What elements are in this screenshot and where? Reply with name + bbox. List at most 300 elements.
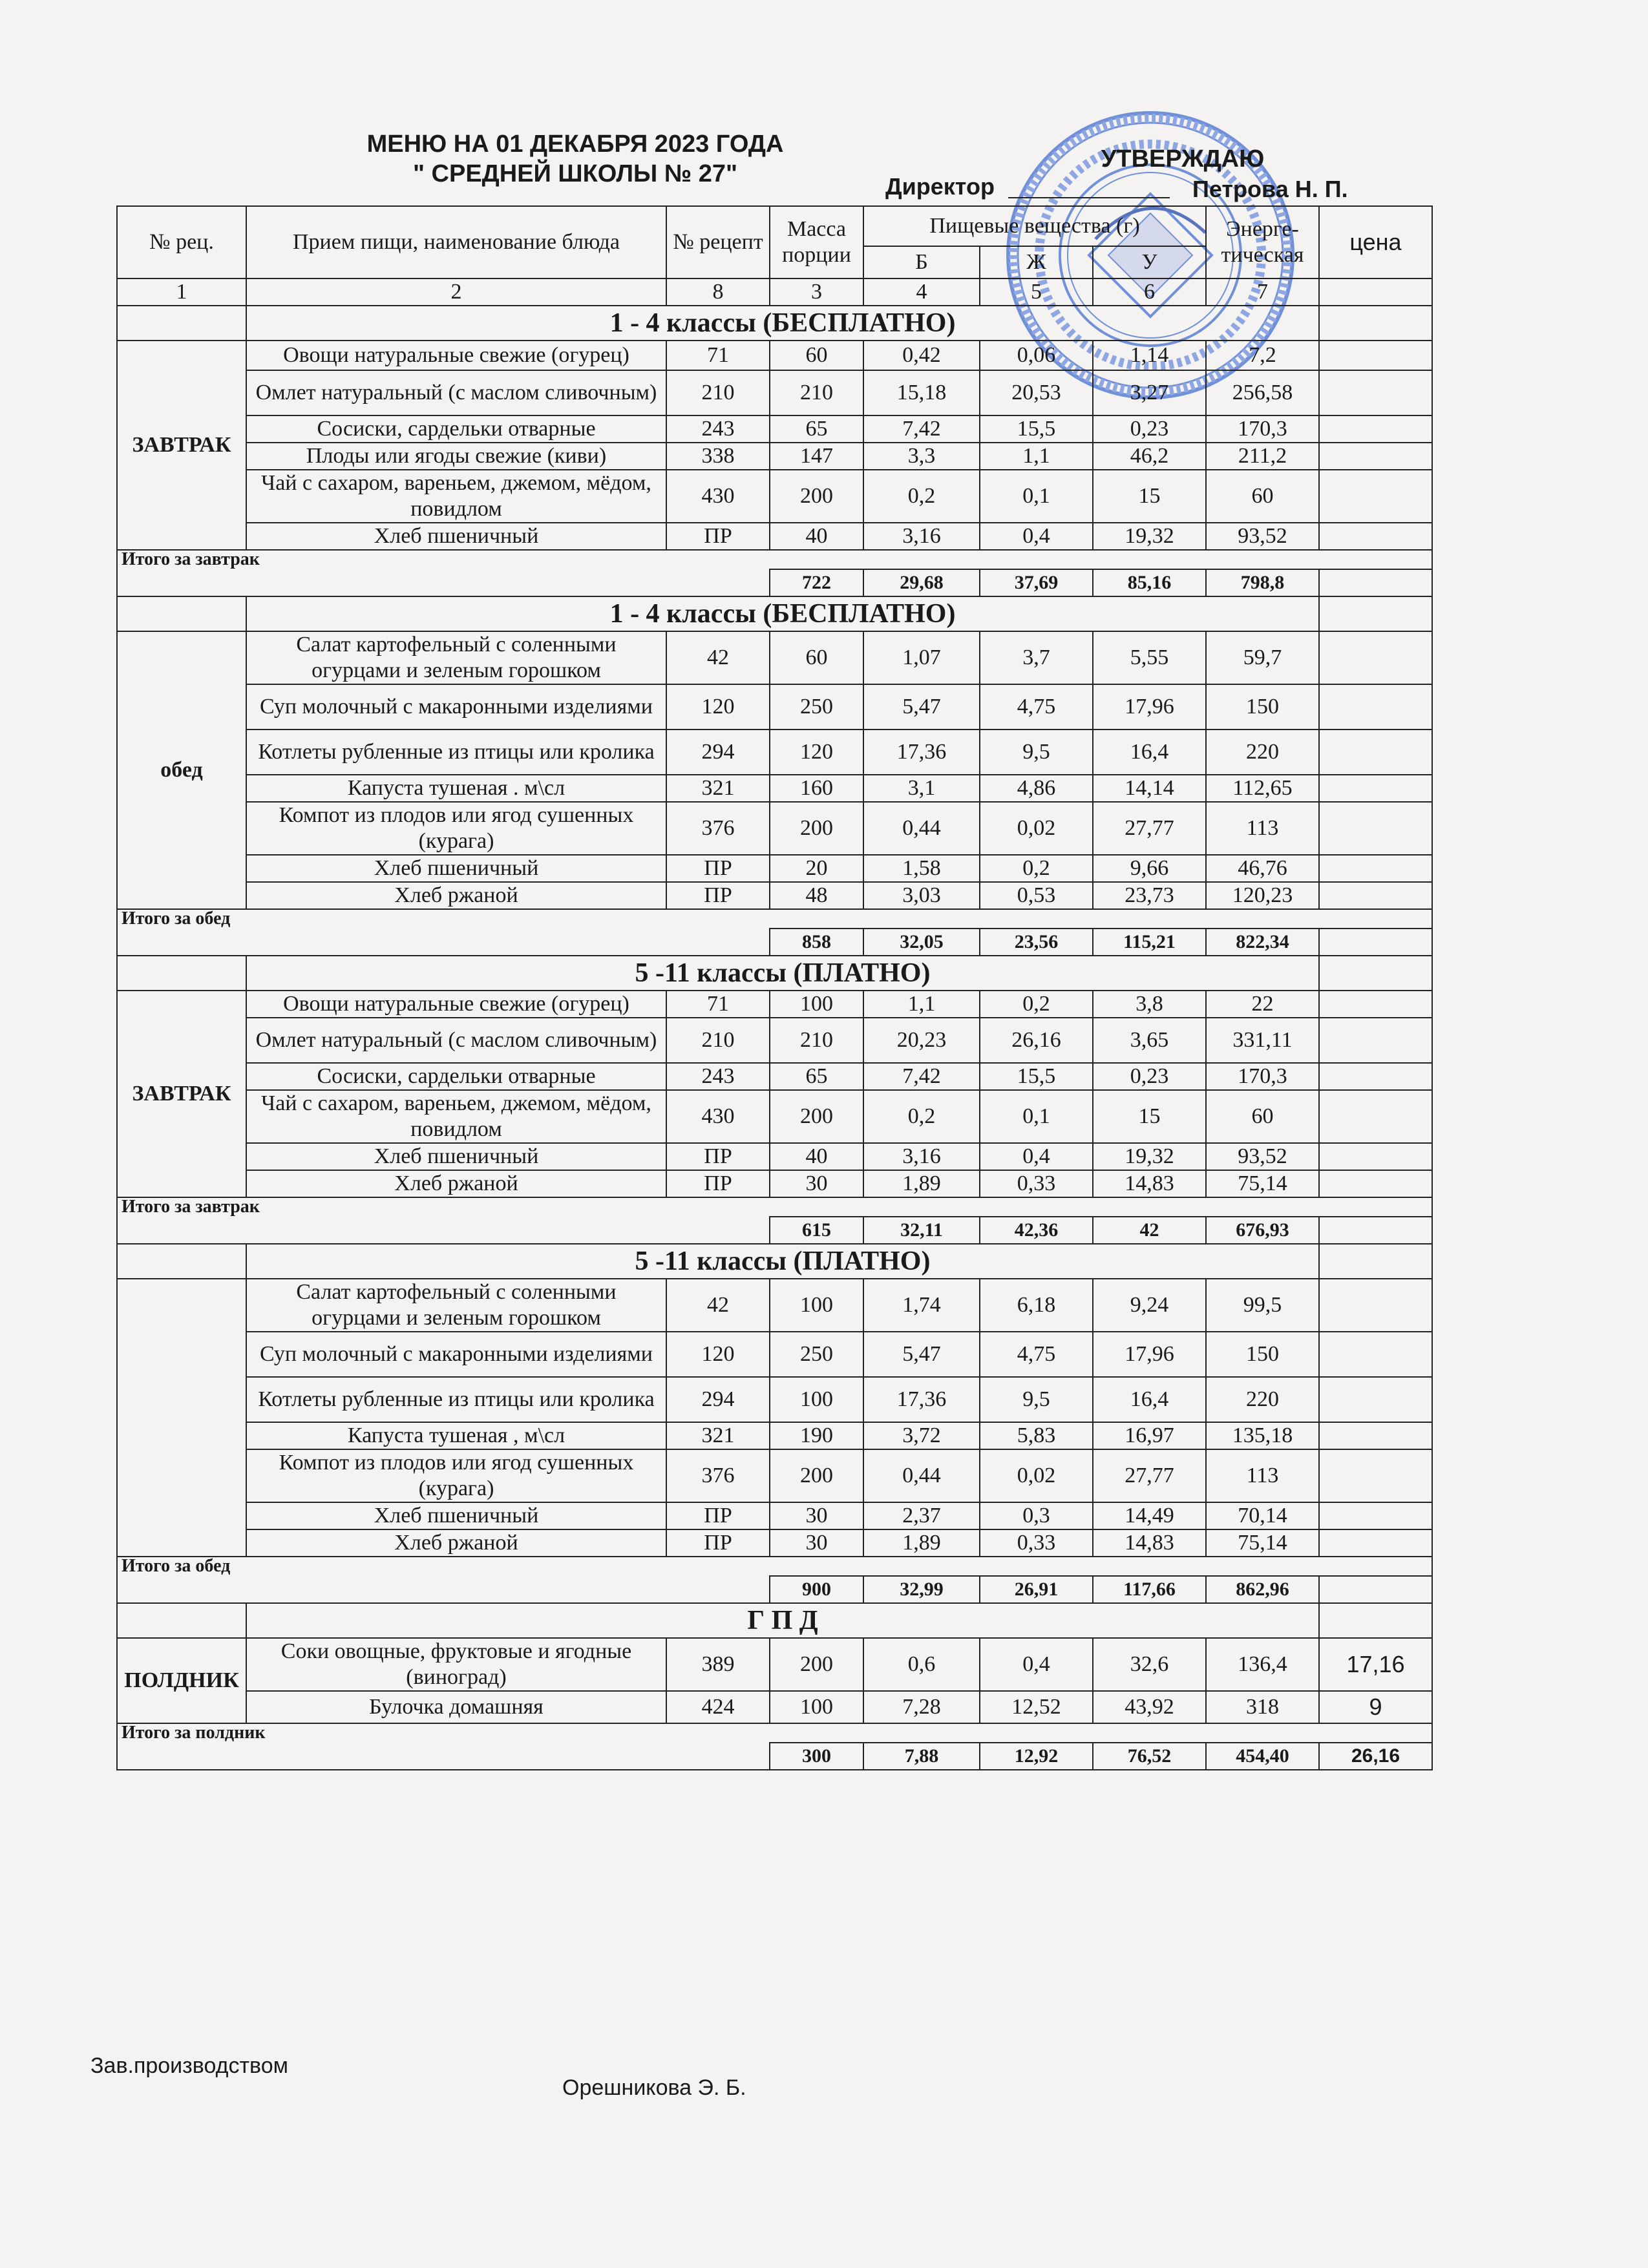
dish-name-cell: Чай с сахаром, вареньем, джемом, мёдом, повидлом xyxy=(246,1090,666,1143)
total-carbs-cell: 117,66 xyxy=(1093,1576,1206,1603)
production-manager-label: Зав.производством xyxy=(90,2053,288,2078)
total-price-cell xyxy=(1319,1217,1432,1244)
carbs-cell: 14,83 xyxy=(1093,1529,1206,1557)
fat-cell: 9,5 xyxy=(980,730,1093,775)
dish-name-cell: Хлеб пшеничный xyxy=(246,855,666,882)
dish-name-cell: Соки овощные, фруктовые и ягодные (виноград) xyxy=(246,1638,666,1691)
fat-cell: 15,5 xyxy=(980,1063,1093,1090)
total-price-cell: 26,16 xyxy=(1319,1743,1432,1770)
dish-row xyxy=(117,882,1432,909)
protein-cell: 1,89 xyxy=(863,1529,980,1557)
price-cell xyxy=(1319,802,1432,855)
price-cell xyxy=(1319,631,1432,684)
director-label: Директор xyxy=(885,173,995,200)
price-cell xyxy=(1319,991,1432,1018)
price-cell xyxy=(1319,1170,1432,1197)
fat-cell: 20,53 xyxy=(980,370,1093,415)
approve-label: УТВЕРЖДАЮ xyxy=(1101,145,1265,173)
carbs-cell: 14,49 xyxy=(1093,1502,1206,1529)
dish-name-cell: Овощи натуральные свежие (огурец) xyxy=(246,341,666,370)
recipe-number-cell: 321 xyxy=(666,1422,770,1449)
portion-mass-cell: 147 xyxy=(770,443,863,470)
portion-mass-cell: 210 xyxy=(770,1018,863,1063)
price-cell xyxy=(1319,1422,1432,1449)
fat-cell: 0,02 xyxy=(980,802,1093,855)
recipe-number-cell: 42 xyxy=(666,1279,770,1332)
price-cell xyxy=(1319,1332,1432,1377)
dish-name-cell: Хлеб ржаной xyxy=(246,1170,666,1197)
meal-name: ЗАВТРАК xyxy=(117,341,246,550)
recipe-number-cell: 243 xyxy=(666,1063,770,1090)
price-cell xyxy=(1319,1279,1432,1332)
section-meal-gap xyxy=(117,306,246,341)
dish-row xyxy=(117,1143,1432,1170)
total-fat-cell: 23,56 xyxy=(980,929,1093,956)
col-number-2: 2 xyxy=(246,278,666,306)
carbs-cell: 19,32 xyxy=(1093,523,1206,550)
section-price-gap xyxy=(1319,306,1432,341)
section-title: 1 - 4 классы (БЕСПЛАТНО) xyxy=(246,596,1319,631)
fat-cell: 9,5 xyxy=(980,1377,1093,1422)
total-protein-cell: 32,11 xyxy=(863,1217,980,1244)
total-label-row xyxy=(117,1723,1432,1743)
recipe-number-cell: ПР xyxy=(666,1502,770,1529)
energy-cell: 59,7 xyxy=(1206,631,1319,684)
section-header xyxy=(117,956,1432,991)
price-cell xyxy=(1319,882,1432,909)
energy-cell: 120,23 xyxy=(1206,882,1319,909)
dish-name-cell: Сосиски, сардельки отварные xyxy=(246,1063,666,1090)
fat-cell: 6,18 xyxy=(980,1279,1093,1332)
fat-cell: 0,33 xyxy=(980,1170,1093,1197)
dish-row xyxy=(117,802,1432,855)
portion-mass-cell: 250 xyxy=(770,684,863,730)
carbs-cell: 9,24 xyxy=(1093,1279,1206,1332)
energy-cell: 170,3 xyxy=(1206,1063,1319,1090)
title-line-1: МЕНЮ НА 01 ДЕКАБРЯ 2023 ГОДА xyxy=(366,131,784,158)
dish-row xyxy=(117,1691,1432,1723)
col-mass-header: Масса порции xyxy=(770,206,863,278)
portion-mass-cell: 200 xyxy=(770,1638,863,1691)
fat-cell: 15,5 xyxy=(980,415,1093,443)
director-name: Петрова Н. П. xyxy=(1192,176,1348,202)
menu-body xyxy=(117,306,1432,1770)
protein-cell: 5,47 xyxy=(863,1332,980,1377)
total-carbs-cell: 42 xyxy=(1093,1217,1206,1244)
protein-cell: 15,18 xyxy=(863,370,980,415)
fat-cell: 12,52 xyxy=(980,1691,1093,1723)
energy-cell: 70,14 xyxy=(1206,1502,1319,1529)
col-price-header: цена xyxy=(1319,206,1432,278)
portion-mass-cell: 250 xyxy=(770,1332,863,1377)
dish-row xyxy=(117,1529,1432,1557)
total-fat-cell: 42,36 xyxy=(980,1217,1093,1244)
price-cell xyxy=(1319,1529,1432,1557)
energy-cell: 93,52 xyxy=(1206,523,1319,550)
price-cell xyxy=(1319,470,1432,523)
carbs-cell: 46,2 xyxy=(1093,443,1206,470)
portion-mass-cell: 100 xyxy=(770,1377,863,1422)
price-cell xyxy=(1319,775,1432,802)
recipe-number-cell: ПР xyxy=(666,1529,770,1557)
portion-mass-cell: 30 xyxy=(770,1502,863,1529)
total-mass-cell: 900 xyxy=(770,1576,863,1603)
price-cell xyxy=(1319,1449,1432,1502)
section-header xyxy=(117,1244,1432,1279)
carbs-cell: 1,14 xyxy=(1093,341,1206,370)
dish-name-cell: Чай с сахаром, вареньем, джемом, мёдом, повидлом xyxy=(246,470,666,523)
portion-mass-cell: 200 xyxy=(770,470,863,523)
production-manager-name: Орешникова Э. Б. xyxy=(562,2075,746,2100)
total-label-row xyxy=(117,550,1432,569)
total-protein-cell: 32,99 xyxy=(863,1576,980,1603)
price-cell xyxy=(1319,415,1432,443)
total-label: Итого за завтрак xyxy=(117,1197,1432,1217)
document-title xyxy=(284,129,866,189)
dish-row xyxy=(117,470,1432,523)
fat-cell: 5,83 xyxy=(980,1422,1093,1449)
price-cell xyxy=(1319,1018,1432,1063)
dish-row xyxy=(117,415,1432,443)
total-carbs-cell: 115,21 xyxy=(1093,929,1206,956)
total-fat-cell: 37,69 xyxy=(980,569,1093,596)
price-cell: 17,16 xyxy=(1319,1638,1432,1691)
protein-cell: 1,58 xyxy=(863,855,980,882)
dish-row xyxy=(117,443,1432,470)
protein-cell: 0,44 xyxy=(863,802,980,855)
total-fat-cell: 26,91 xyxy=(980,1576,1093,1603)
fat-cell: 0,02 xyxy=(980,1449,1093,1502)
portion-mass-cell: 160 xyxy=(770,775,863,802)
energy-cell: 136,4 xyxy=(1206,1638,1319,1691)
energy-cell: 220 xyxy=(1206,1377,1319,1422)
protein-cell: 17,36 xyxy=(863,730,980,775)
price-cell xyxy=(1319,684,1432,730)
menu-table xyxy=(116,205,1433,1770)
energy-cell: 113 xyxy=(1206,1449,1319,1502)
col-u-header: У xyxy=(1093,246,1206,278)
col-energy-header: Энерге-тическая xyxy=(1206,206,1319,278)
total-values-row xyxy=(117,1576,1432,1603)
fat-cell: 26,16 xyxy=(980,1018,1093,1063)
dish-name-cell: Хлеб ржаной xyxy=(246,882,666,909)
recipe-number-cell: ПР xyxy=(666,855,770,882)
fat-cell: 0,1 xyxy=(980,470,1093,523)
signature-line xyxy=(1008,197,1170,198)
total-values-row xyxy=(117,1217,1432,1244)
section-price-gap xyxy=(1319,1244,1432,1279)
portion-mass-cell: 30 xyxy=(770,1170,863,1197)
price-cell xyxy=(1319,341,1432,370)
dish-name-cell: Салат картофельный с соленными огурцами и зеленым горошком xyxy=(246,1279,666,1332)
total-price-cell xyxy=(1319,929,1432,956)
protein-cell: 3,3 xyxy=(863,443,980,470)
fat-cell: 0,53 xyxy=(980,882,1093,909)
col-meal-name-header: Прием пищи, наименование блюда xyxy=(246,206,666,278)
recipe-number-cell: 210 xyxy=(666,1018,770,1063)
col-number-8: 8 xyxy=(666,278,770,306)
total-price-cell xyxy=(1319,569,1432,596)
energy-cell: 211,2 xyxy=(1206,443,1319,470)
carbs-cell: 19,32 xyxy=(1093,1143,1206,1170)
recipe-number-cell: 243 xyxy=(666,415,770,443)
price-cell: 9 xyxy=(1319,1691,1432,1723)
protein-cell: 0,6 xyxy=(863,1638,980,1691)
carbs-cell: 14,14 xyxy=(1093,775,1206,802)
fat-cell: 0,3 xyxy=(980,1502,1093,1529)
dish-row xyxy=(117,1090,1432,1143)
col-zh-header: Ж xyxy=(980,246,1093,278)
energy-cell: 7,2 xyxy=(1206,341,1319,370)
fat-cell: 0,4 xyxy=(980,1143,1093,1170)
total-label-row xyxy=(117,909,1432,929)
recipe-number-cell: 294 xyxy=(666,730,770,775)
carbs-cell: 27,77 xyxy=(1093,802,1206,855)
dish-name-cell: Котлеты рубленные из птицы или кролика xyxy=(246,1377,666,1422)
energy-cell: 22 xyxy=(1206,991,1319,1018)
meal-name: ПОЛДНИК xyxy=(117,1638,246,1723)
energy-cell: 75,14 xyxy=(1206,1170,1319,1197)
dish-row xyxy=(117,855,1432,882)
recipe-number-cell: 376 xyxy=(666,1449,770,1502)
price-cell xyxy=(1319,1502,1432,1529)
section-price-gap xyxy=(1319,956,1432,991)
fat-cell: 0,06 xyxy=(980,341,1093,370)
total-protein-cell: 7,88 xyxy=(863,1743,980,1770)
total-protein-cell: 32,05 xyxy=(863,929,980,956)
recipe-number-cell: 42 xyxy=(666,631,770,684)
energy-cell: 256,58 xyxy=(1206,370,1319,415)
energy-cell: 60 xyxy=(1206,470,1319,523)
recipe-number-cell: 294 xyxy=(666,1377,770,1422)
total-label: Итого за обед xyxy=(117,909,1432,929)
meal-name xyxy=(117,1279,246,1557)
carbs-cell: 16,97 xyxy=(1093,1422,1206,1449)
fat-cell: 1,1 xyxy=(980,443,1093,470)
total-carbs-cell: 85,16 xyxy=(1093,569,1206,596)
protein-cell: 0,2 xyxy=(863,470,980,523)
fat-cell: 4,86 xyxy=(980,775,1093,802)
carbs-cell: 9,66 xyxy=(1093,855,1206,882)
total-mass-cell: 300 xyxy=(770,1743,863,1770)
protein-cell: 2,37 xyxy=(863,1502,980,1529)
total-blank xyxy=(117,569,770,596)
dish-row xyxy=(117,370,1432,415)
dish-row xyxy=(117,730,1432,775)
price-cell xyxy=(1319,1377,1432,1422)
section-title: 5 -11 классы (ПЛАТНО) xyxy=(246,956,1319,991)
price-cell xyxy=(1319,443,1432,470)
dish-name-cell: Хлеб пшеничный xyxy=(246,1143,666,1170)
carbs-cell: 27,77 xyxy=(1093,1449,1206,1502)
dish-row xyxy=(117,341,1432,370)
dish-name-cell: Котлеты рубленные из птицы или кролика xyxy=(246,730,666,775)
meal-name: ЗАВТРАК xyxy=(117,991,246,1197)
energy-cell: 150 xyxy=(1206,1332,1319,1377)
dish-name-cell: Капуста тушеная , м\сл xyxy=(246,1422,666,1449)
energy-cell: 331,11 xyxy=(1206,1018,1319,1063)
protein-cell: 3,1 xyxy=(863,775,980,802)
dish-row xyxy=(117,1638,1432,1691)
col-number-5: 5 xyxy=(980,278,1093,306)
portion-mass-cell: 100 xyxy=(770,1691,863,1723)
recipe-number-cell: 71 xyxy=(666,991,770,1018)
portion-mass-cell: 200 xyxy=(770,1090,863,1143)
dish-row xyxy=(117,1449,1432,1502)
portion-mass-cell: 60 xyxy=(770,631,863,684)
recipe-number-cell: 120 xyxy=(666,1332,770,1377)
total-fat-cell: 12,92 xyxy=(980,1743,1093,1770)
protein-cell: 3,72 xyxy=(863,1422,980,1449)
energy-cell: 220 xyxy=(1206,730,1319,775)
portion-mass-cell: 200 xyxy=(770,1449,863,1502)
total-mass-cell: 722 xyxy=(770,569,863,596)
portion-mass-cell: 60 xyxy=(770,341,863,370)
protein-cell: 7,28 xyxy=(863,1691,980,1723)
fat-cell: 0,33 xyxy=(980,1529,1093,1557)
dish-name-cell: Омлет натуральный (с маслом сливочным) xyxy=(246,370,666,415)
total-values-row xyxy=(117,929,1432,956)
dish-row xyxy=(117,1279,1432,1332)
recipe-number-cell: 338 xyxy=(666,443,770,470)
section-meal-gap xyxy=(117,596,246,631)
portion-mass-cell: 65 xyxy=(770,415,863,443)
protein-cell: 1,07 xyxy=(863,631,980,684)
carbs-cell: 14,83 xyxy=(1093,1170,1206,1197)
energy-cell: 170,3 xyxy=(1206,415,1319,443)
carbs-cell: 15 xyxy=(1093,470,1206,523)
portion-mass-cell: 190 xyxy=(770,1422,863,1449)
price-cell xyxy=(1319,730,1432,775)
protein-cell: 3,16 xyxy=(863,1143,980,1170)
portion-mass-cell: 40 xyxy=(770,1143,863,1170)
section-header xyxy=(117,1603,1432,1638)
col-number-3: 3 xyxy=(770,278,863,306)
col-nutrients-header: Пищевые вещества (г) xyxy=(863,206,1206,246)
total-energy-cell: 822,34 xyxy=(1206,929,1319,956)
energy-cell: 318 xyxy=(1206,1691,1319,1723)
total-label: Итого за завтрак xyxy=(117,550,1432,569)
carbs-cell: 17,96 xyxy=(1093,1332,1206,1377)
total-label-row xyxy=(117,1557,1432,1576)
total-carbs-cell: 76,52 xyxy=(1093,1743,1206,1770)
carbs-cell: 23,73 xyxy=(1093,882,1206,909)
dish-name-cell: Хлеб пшеничный xyxy=(246,1502,666,1529)
section-price-gap xyxy=(1319,1603,1432,1638)
dish-name-cell: Хлеб пшеничный xyxy=(246,523,666,550)
total-energy-cell: 676,93 xyxy=(1206,1217,1319,1244)
dish-name-cell: Компот из плодов или ягод сушенных (курага) xyxy=(246,802,666,855)
portion-mass-cell: 40 xyxy=(770,523,863,550)
energy-cell: 99,5 xyxy=(1206,1279,1319,1332)
section-header xyxy=(117,596,1432,631)
dish-name-cell: Булочка домашняя xyxy=(246,1691,666,1723)
protein-cell: 0,42 xyxy=(863,341,980,370)
fat-cell: 0,2 xyxy=(980,855,1093,882)
dish-row xyxy=(117,1377,1432,1422)
section-meal-gap xyxy=(117,956,246,991)
protein-cell: 1,74 xyxy=(863,1279,980,1332)
section-title: 1 - 4 классы (БЕСПЛАТНО) xyxy=(246,306,1319,341)
dish-name-cell: Хлеб ржаной xyxy=(246,1529,666,1557)
carbs-cell: 17,96 xyxy=(1093,684,1206,730)
carbs-cell: 0,23 xyxy=(1093,415,1206,443)
recipe-number-cell: 424 xyxy=(666,1691,770,1723)
dish-row xyxy=(117,523,1432,550)
dish-row xyxy=(117,1170,1432,1197)
total-energy-cell: 454,40 xyxy=(1206,1743,1319,1770)
section-title: 5 -11 классы (ПЛАТНО) xyxy=(246,1244,1319,1279)
dish-row xyxy=(117,1422,1432,1449)
carbs-cell: 5,55 xyxy=(1093,631,1206,684)
col-rec-no-header: № рец. xyxy=(117,206,246,278)
energy-cell: 113 xyxy=(1206,802,1319,855)
dish-name-cell: Суп молочный с макаронными изделиями xyxy=(246,1332,666,1377)
total-blank xyxy=(117,1576,770,1603)
total-blank xyxy=(117,1743,770,1770)
protein-cell: 0,2 xyxy=(863,1090,980,1143)
protein-cell: 7,42 xyxy=(863,415,980,443)
portion-mass-cell: 200 xyxy=(770,802,863,855)
recipe-number-cell: 430 xyxy=(666,1090,770,1143)
dish-row xyxy=(117,991,1432,1018)
recipe-number-cell: 376 xyxy=(666,802,770,855)
carbs-cell: 16,4 xyxy=(1093,730,1206,775)
recipe-number-cell: ПР xyxy=(666,1170,770,1197)
fat-cell: 0,4 xyxy=(980,1638,1093,1691)
recipe-number-cell: 120 xyxy=(666,684,770,730)
total-label-row xyxy=(117,1197,1432,1217)
fat-cell: 4,75 xyxy=(980,684,1093,730)
dish-name-cell: Суп молочный с макаронными изделиями xyxy=(246,684,666,730)
dish-name-cell: Овощи натуральные свежие (огурец) xyxy=(246,991,666,1018)
recipe-number-cell: 210 xyxy=(666,370,770,415)
price-cell xyxy=(1319,855,1432,882)
total-energy-cell: 862,96 xyxy=(1206,1576,1319,1603)
col-b-header: Б xyxy=(863,246,980,278)
section-title: Г П Д xyxy=(246,1603,1319,1638)
energy-cell: 112,65 xyxy=(1206,775,1319,802)
total-protein-cell: 29,68 xyxy=(863,569,980,596)
energy-cell: 46,76 xyxy=(1206,855,1319,882)
protein-cell: 3,03 xyxy=(863,882,980,909)
total-blank xyxy=(117,1217,770,1244)
title-line-2: " СРЕДНЕЙ ШКОЛЫ № 27" xyxy=(412,160,738,187)
recipe-number-cell: 71 xyxy=(666,341,770,370)
fat-cell: 3,7 xyxy=(980,631,1093,684)
protein-cell: 5,47 xyxy=(863,684,980,730)
protein-cell: 3,16 xyxy=(863,523,980,550)
energy-cell: 93,52 xyxy=(1206,1143,1319,1170)
dish-name-cell: Компот из плодов или ягод сушенных (курага) xyxy=(246,1449,666,1502)
protein-cell: 20,23 xyxy=(863,1018,980,1063)
section-price-gap xyxy=(1319,596,1432,631)
protein-cell: 17,36 xyxy=(863,1377,980,1422)
dish-name-cell: Омлет натуральный (с маслом сливочным) xyxy=(246,1018,666,1063)
price-cell xyxy=(1319,370,1432,415)
carbs-cell: 0,23 xyxy=(1093,1063,1206,1090)
recipe-number-cell: 389 xyxy=(666,1638,770,1691)
section-header xyxy=(117,306,1432,341)
protein-cell: 1,89 xyxy=(863,1170,980,1197)
recipe-number-cell: ПР xyxy=(666,882,770,909)
price-cell xyxy=(1319,1090,1432,1143)
total-price-cell xyxy=(1319,1576,1432,1603)
section-meal-gap xyxy=(117,1244,246,1279)
portion-mass-cell: 100 xyxy=(770,1279,863,1332)
carbs-cell: 3,65 xyxy=(1093,1018,1206,1063)
carbs-cell: 43,92 xyxy=(1093,1691,1206,1723)
